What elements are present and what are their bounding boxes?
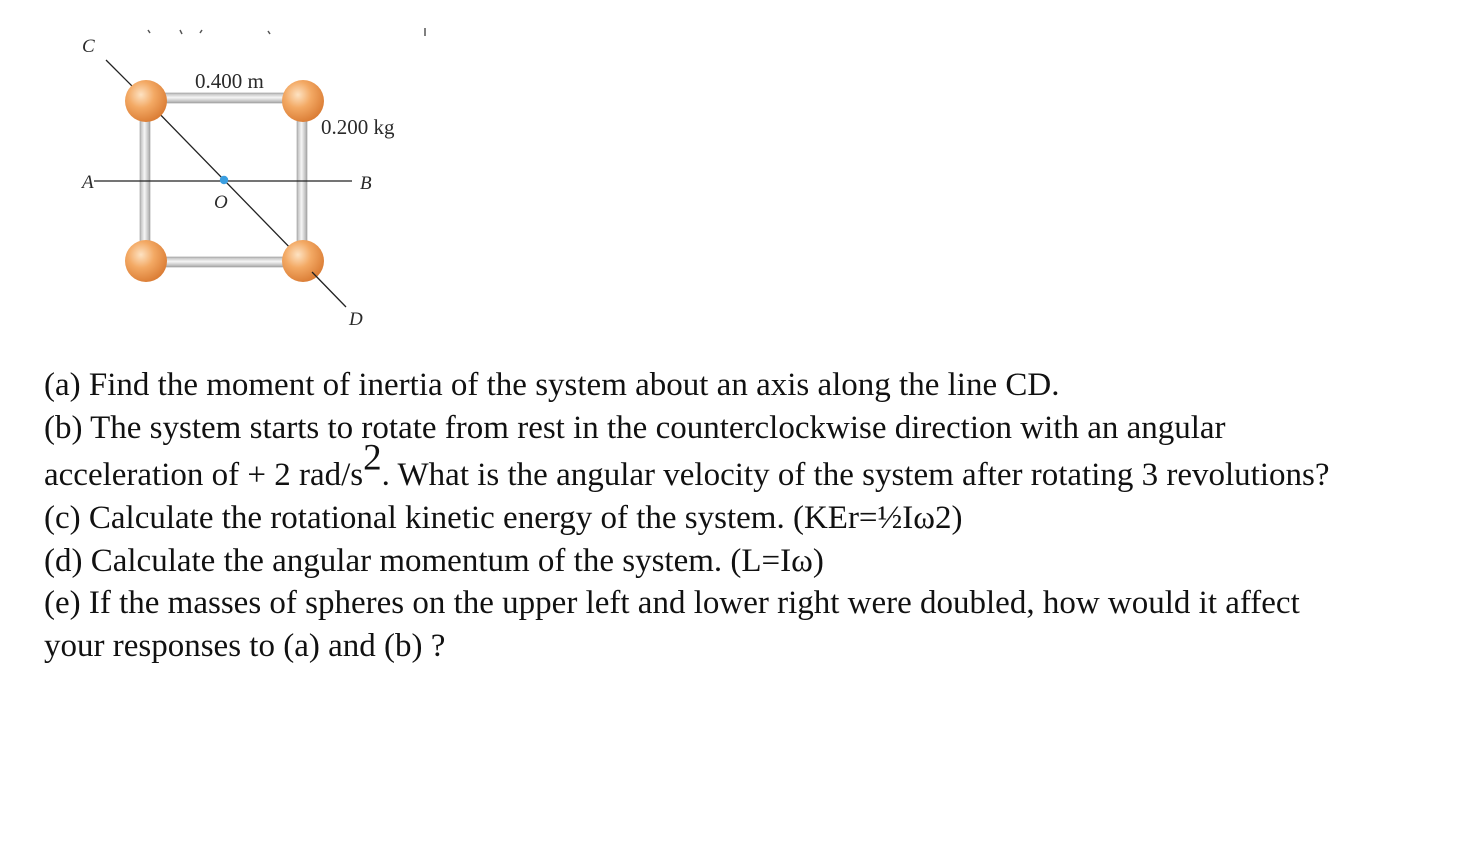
- question-e-line1: (e) If the masses of spheres on the upper left and lower right were doubled, how would it affect: [44, 585, 1300, 622]
- question-b-line2: [44, 437, 1464, 497]
- sphere-bottom-left: [125, 240, 167, 282]
- label-c: C: [82, 36, 95, 57]
- question-b-line2-pre: acceleration of + 2 rad/s: [44, 456, 364, 493]
- top-tick-marks: [148, 28, 425, 36]
- question-d: (d) Calculate the angular momentum of the system. (L=Iω): [44, 542, 824, 579]
- question-e-line2: your responses to (a) and (b) ?: [44, 628, 446, 665]
- rod-bottom: [148, 257, 300, 267]
- sphere-bottom-right: [282, 240, 324, 282]
- exponent-superscript: 2: [363, 437, 382, 479]
- label-b: B: [360, 173, 372, 194]
- label-d: D: [349, 309, 363, 330]
- rod-right: [297, 106, 307, 254]
- axis-cd-lower: [312, 272, 346, 307]
- rod-top: [148, 93, 300, 103]
- question-b-line1: (b) The system starts to rotate from rest in the counterclockwise direction with an angular: [44, 409, 1226, 446]
- sphere-top-right: [282, 80, 324, 122]
- square-rotor-diagram: [0, 0, 460, 340]
- label-o: O: [214, 192, 228, 213]
- question-text: [44, 364, 1464, 668]
- dimension-label: 0.400 m: [195, 69, 264, 93]
- pivot-point: [220, 176, 228, 184]
- question-a: (a) Find the moment of inertia of the system about an axis along the line CD.: [44, 367, 1060, 403]
- rod-left: [140, 106, 150, 254]
- sphere-top-left: [125, 80, 167, 122]
- mass-label: 0.200 kg: [321, 115, 395, 139]
- label-a: A: [82, 172, 94, 193]
- question-b-line2-post: . What is the angular velocity of the system after rotating 3 revolutions?: [381, 456, 1330, 493]
- question-c: (c) Calculate the rotational kinetic energy of the system. (KEr=½Iω2): [44, 499, 963, 536]
